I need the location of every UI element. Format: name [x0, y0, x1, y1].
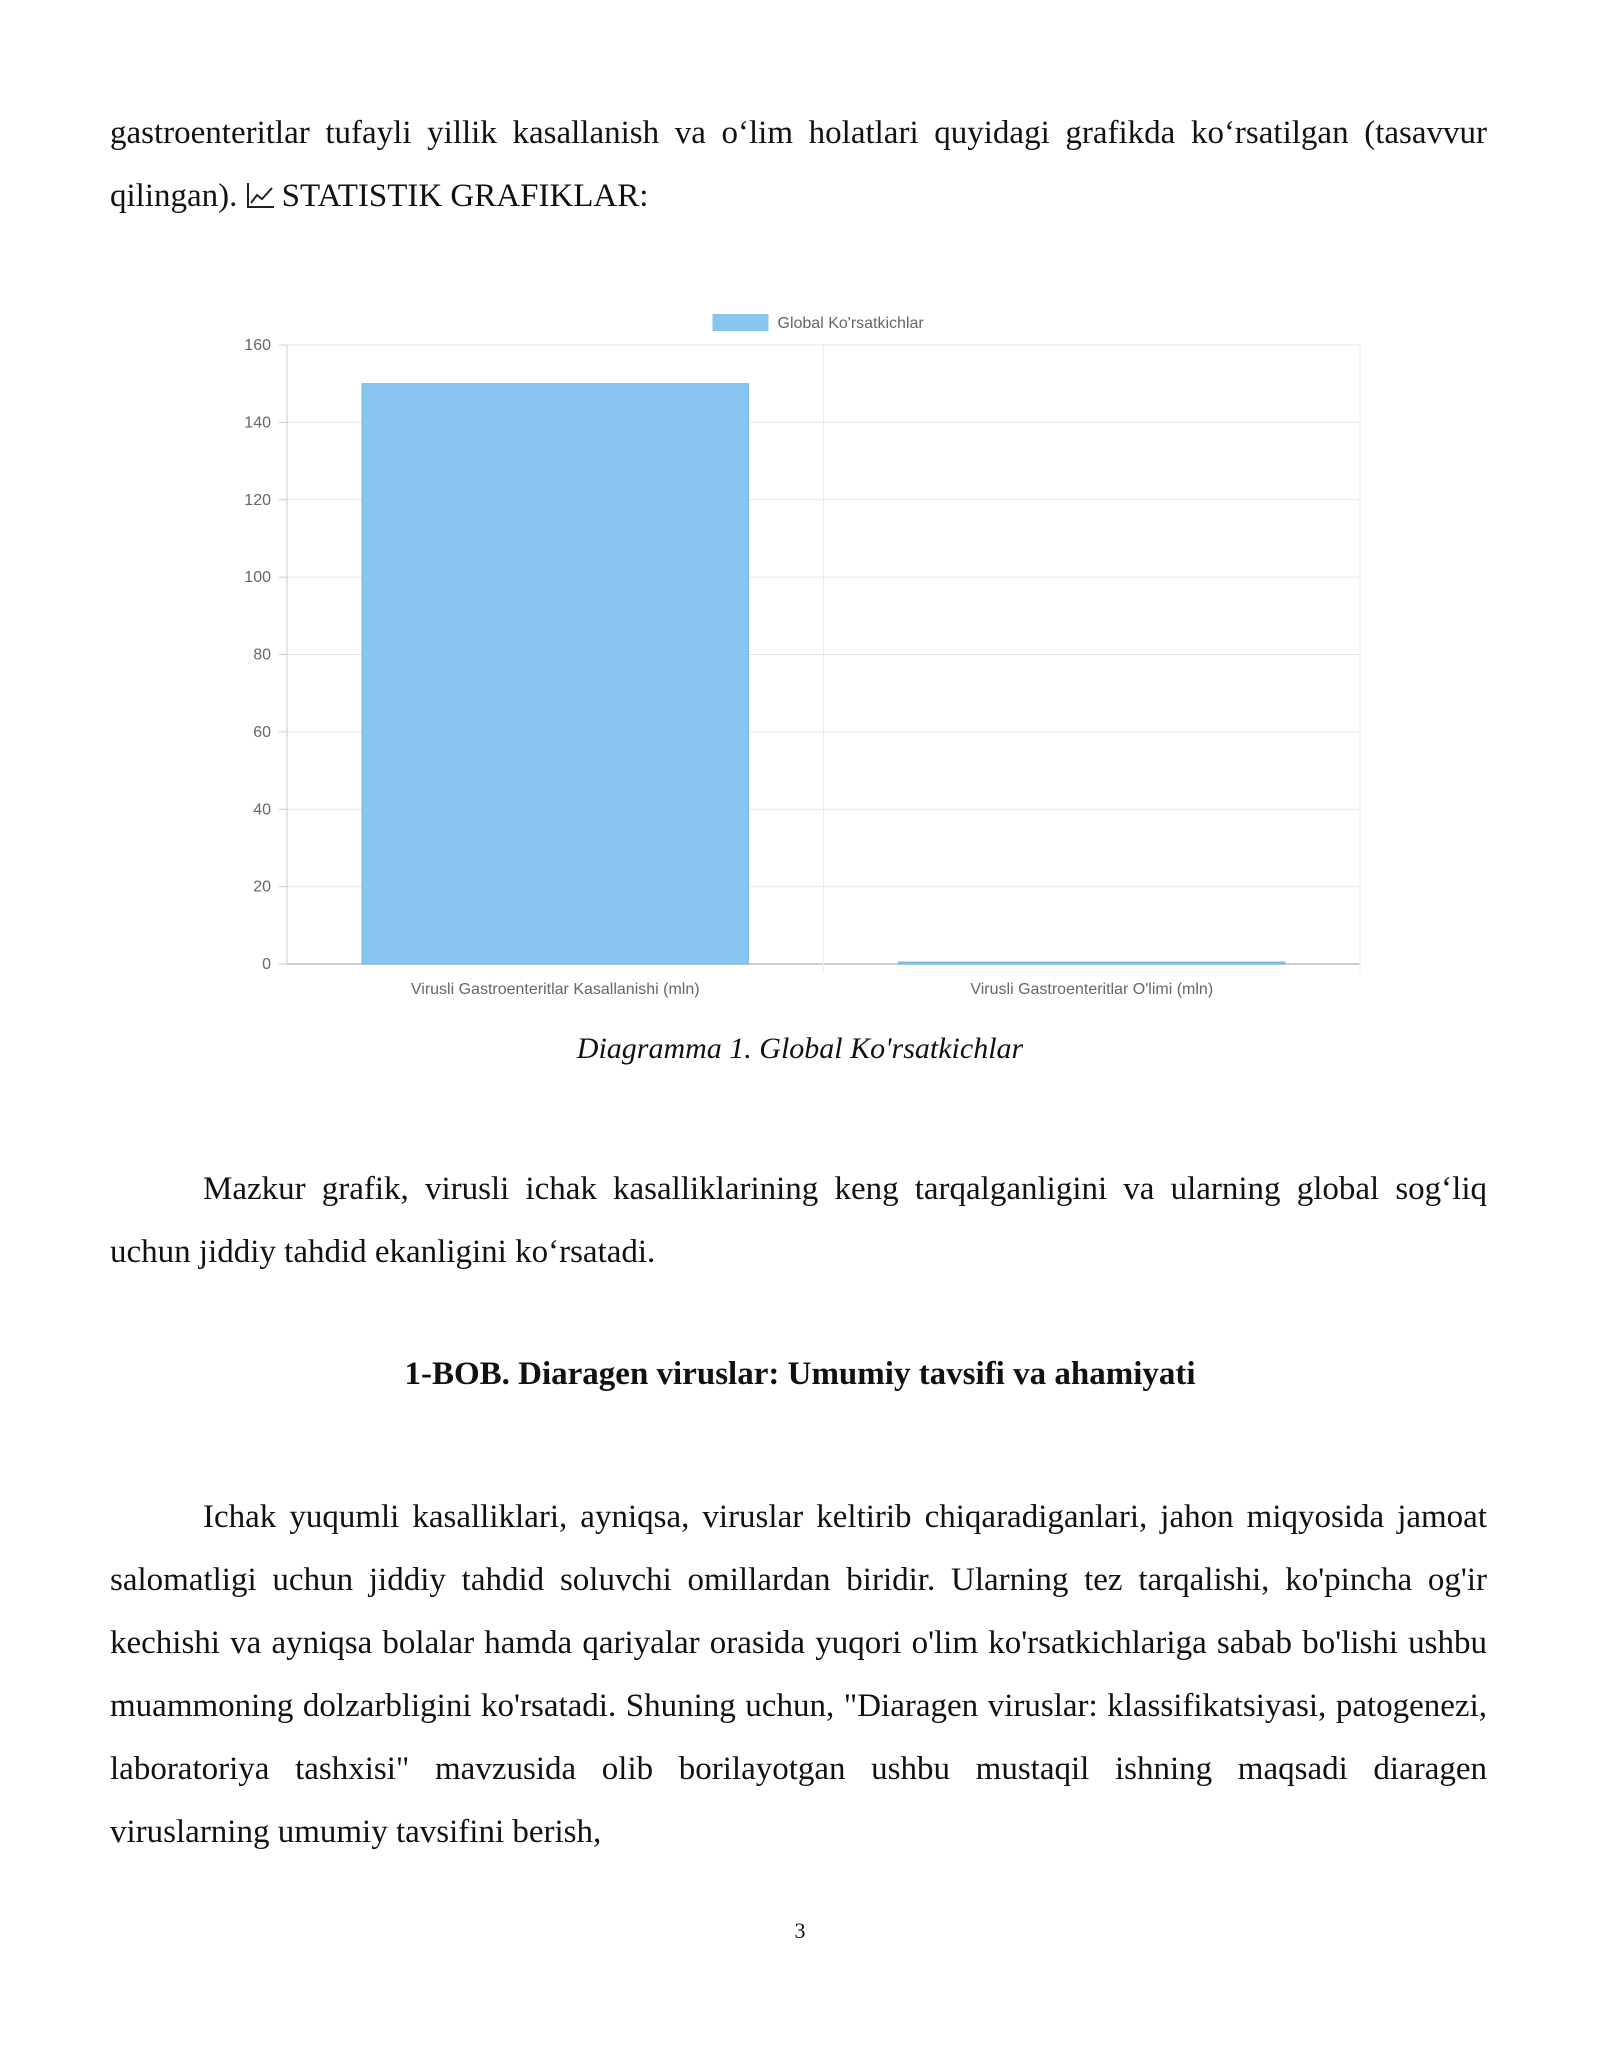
bar-chart: [0, 0, 1600, 1020]
y-tick-label: 60: [253, 723, 271, 741]
y-tick-label: 20: [253, 878, 271, 896]
x-tick-label: Virusli Gastroenteritlar Kasallanishi (mln): [410, 981, 700, 998]
y-tick-label: 140: [244, 414, 271, 432]
y-tick-label: 120: [244, 491, 271, 509]
bar: [899, 962, 1285, 964]
y-tick-label: 100: [244, 569, 271, 587]
page-number: 3: [794, 1918, 806, 1943]
bar: [362, 384, 748, 964]
body-paragraph-1: Mazkur grafik, virusli ichak kasalliklarining keng tarqalganligini va ularning global sog‘liq uchun jiddiy tahdid ekanligini ko‘rsatadi.: [110, 1171, 1487, 1270]
y-tick-label: 40: [253, 801, 271, 819]
chapter-heading: 1-BOB. Diaragen viruslar: Umumiy tavsifi va ahamiyati: [404, 1356, 1196, 1392]
legend-swatch: [713, 314, 769, 331]
figure-caption: Diagramma 1. Global Ko'rsatkichlar: [576, 1032, 1024, 1065]
body-paragraph-2: Ichak yuqumli kasalliklari, ayniqsa, viruslar keltirib chiqaradiganlari, jahon miqyosida jamoat salomatligi uchun jiddiy tahdid soluvchi omillardan biridir. Ularning tez tarqalishi, ko'pincha og'ir kechishi va ayniqsa bolalar hamda qariyalar orasida yuqori o'lim ko'rsatkichlariga sabab bo'lishi ushbu muammoning dolzarbligini ko'rsatadi. Shuning uchun, "Diaragen viruslar: klassifikatsiyasi, patogenezi, laboratoriya tashxisi" mavzusida olib borilayotgan ushbu mustaqil ishning maqsadi diaragen viruslarning umumiy tavsifini berish,: [110, 1499, 1487, 1850]
y-tick-label: 0: [262, 956, 271, 973]
x-tick-label: Virusli Gastroenteritlar O'limi (mln): [970, 981, 1214, 998]
y-tick-label: 80: [253, 646, 271, 664]
section-label: STATISTIK GRAFIKLAR:: [281, 178, 649, 214]
y-tick-label: 160: [244, 337, 271, 354]
intro-text: gastroenteritlar tufayli yillik kasallanish va o‘lim holatlari quyidagi grafikda ko‘rsatilgan (tasavvur qilingan).: [110, 115, 1487, 214]
legend-label: Global Ko'rsatkichlar: [777, 315, 924, 332]
